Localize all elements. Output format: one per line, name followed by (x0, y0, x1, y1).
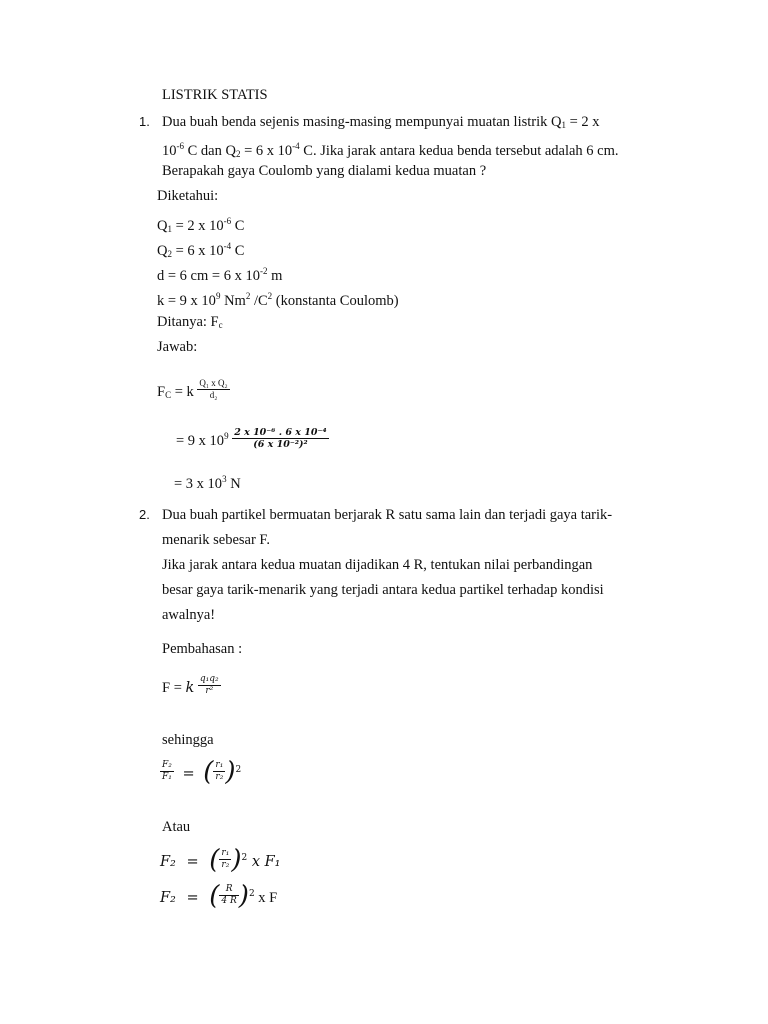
text: Ditanya: F (157, 314, 219, 330)
denominator: (6 x 10⁻²)² (253, 439, 308, 451)
text: Dua buah benda sejenis masing-masing mempunyai muatan listrik Q (162, 114, 562, 130)
problem-2-number: 2. (139, 507, 150, 522)
numerator: r₁ (215, 759, 224, 770)
page-title: LISTRIK STATIS (162, 87, 268, 103)
left-paren: ( (209, 845, 220, 875)
numerator: 2 x 10⁻⁶ . 6 x 10⁻⁴ (234, 427, 327, 439)
fraction (197, 378, 229, 401)
denominator: F₁ (162, 771, 172, 782)
denominator: r₂ (215, 771, 224, 782)
text: = 3 x 10 (174, 476, 223, 492)
lhs: F₂ (160, 854, 176, 870)
superscript: -6 (176, 141, 184, 151)
formula-f2-substituted (160, 881, 278, 911)
text: Q (157, 243, 168, 259)
text: = 2 x 10 (171, 218, 224, 234)
fraction (219, 884, 238, 907)
right-paren: ) (231, 845, 242, 875)
text: F = (162, 679, 186, 696)
exponent: 2 (235, 765, 242, 775)
superscript: 2 (267, 291, 273, 301)
numerator: r₁ (221, 847, 230, 858)
tail: x F₁ (251, 854, 281, 870)
subscript: 1 (561, 120, 566, 130)
problem-2-line-1: Dua buah partikel bermuatan berjarak R satu sama lain dan terjadi gaya tarik- (162, 507, 613, 523)
problem-2-line-3: Jika jarak antara kedua muatan dijadikan 4 R, tentukan nilai perbandingan (162, 557, 593, 573)
text: d = 6 cm = 6 x 10 (157, 268, 260, 284)
text: 10 (162, 143, 177, 159)
text: C. Jika jarak antara kedua benda tersebut adalah 6 cm. (299, 143, 619, 159)
right-paren: ) (225, 757, 236, 787)
denominator: r₂ (221, 859, 230, 870)
sehingga-label: sehingga (162, 732, 214, 748)
numerator: q₁q₂ (199, 674, 219, 684)
subscript: 2 (167, 249, 172, 259)
formula-coulomb (157, 378, 230, 404)
equals-sign: = (186, 854, 199, 870)
text: Q (157, 218, 168, 234)
subscript: c (218, 320, 223, 330)
text: = k (171, 383, 194, 400)
left-paren: ( (209, 881, 220, 911)
text: N (226, 476, 241, 492)
tail: x F (254, 890, 278, 906)
ditanya-label (157, 313, 223, 334)
text: F (157, 383, 166, 400)
subscript: 2 (235, 149, 241, 159)
denominator: d₂ (209, 390, 218, 400)
left-paren: ( (203, 757, 214, 787)
fraction (160, 760, 174, 783)
superscript: 3 (222, 474, 227, 484)
problem-2-line-5: awalnya! (162, 607, 216, 623)
fraction (219, 848, 231, 871)
superscript: 9 (215, 291, 221, 301)
text: = 2 x (565, 114, 600, 130)
equals-sign: = (186, 890, 199, 906)
denominator: r² (205, 686, 214, 696)
problem-1-number: 1. (139, 114, 150, 129)
numerator: Q₁ x Q₂ (199, 378, 228, 388)
fraction (198, 674, 221, 697)
superscript: 9 (224, 431, 229, 441)
given-q1 (157, 212, 244, 238)
text: /C (250, 293, 268, 309)
equals-sign: = (182, 766, 195, 782)
problem-2-line-4: besar gaya tarik-menarik yang terjadi antara kedua partikel terhadap kondisi (162, 582, 604, 598)
right-paren: ) (238, 881, 249, 911)
diketahui-label: Diketahui: (157, 188, 219, 204)
problem-1-line-2 (162, 137, 619, 163)
fraction (232, 427, 329, 450)
given-q2 (157, 237, 244, 263)
formula-force (162, 674, 221, 700)
constant-k: k (185, 679, 195, 696)
formula-f2-general (160, 845, 281, 875)
exponent: 2 (248, 889, 255, 899)
text: = 6 x 10 (171, 243, 224, 259)
denominator: 4 R (221, 895, 237, 906)
numerator: F₂ (162, 759, 172, 770)
numerator: R (219, 884, 238, 896)
problem-2-line-2: menarik sebesar F. (162, 532, 270, 548)
superscript: -2 (259, 266, 268, 276)
fraction (213, 760, 225, 783)
atau-label: Atau (162, 819, 191, 835)
exponent: 2 (241, 853, 248, 863)
text: = 6 x 10 (240, 143, 293, 159)
pembahasan-label: Pembahasan : (162, 641, 243, 657)
subscript: C (165, 389, 172, 400)
formula-substitution (176, 427, 329, 453)
superscript: -4 (223, 241, 232, 251)
problem-1-line-3: Berapakah gaya Coulomb yang dialami kedua muatan ? (162, 163, 487, 179)
given-d (157, 262, 282, 285)
text: Nm (220, 293, 246, 309)
text: = 9 x 10 (176, 433, 225, 449)
text: m (267, 268, 283, 284)
formula-result (174, 470, 241, 493)
superscript: -4 (292, 141, 300, 151)
lhs: F₂ (160, 890, 176, 906)
jawab-label: Jawab: (157, 339, 198, 355)
formula-ratio (160, 757, 242, 787)
text: k = 9 x 10 (157, 293, 216, 309)
text: C (231, 218, 245, 234)
subscript: 1 (167, 224, 172, 234)
superscript: -6 (223, 216, 232, 226)
given-k (157, 287, 399, 310)
problem-1-line-1 (162, 113, 600, 134)
text: C (231, 243, 245, 259)
text: (konstanta Coulomb) (272, 293, 399, 309)
superscript: 2 (245, 291, 251, 301)
text: C dan Q (184, 143, 236, 159)
